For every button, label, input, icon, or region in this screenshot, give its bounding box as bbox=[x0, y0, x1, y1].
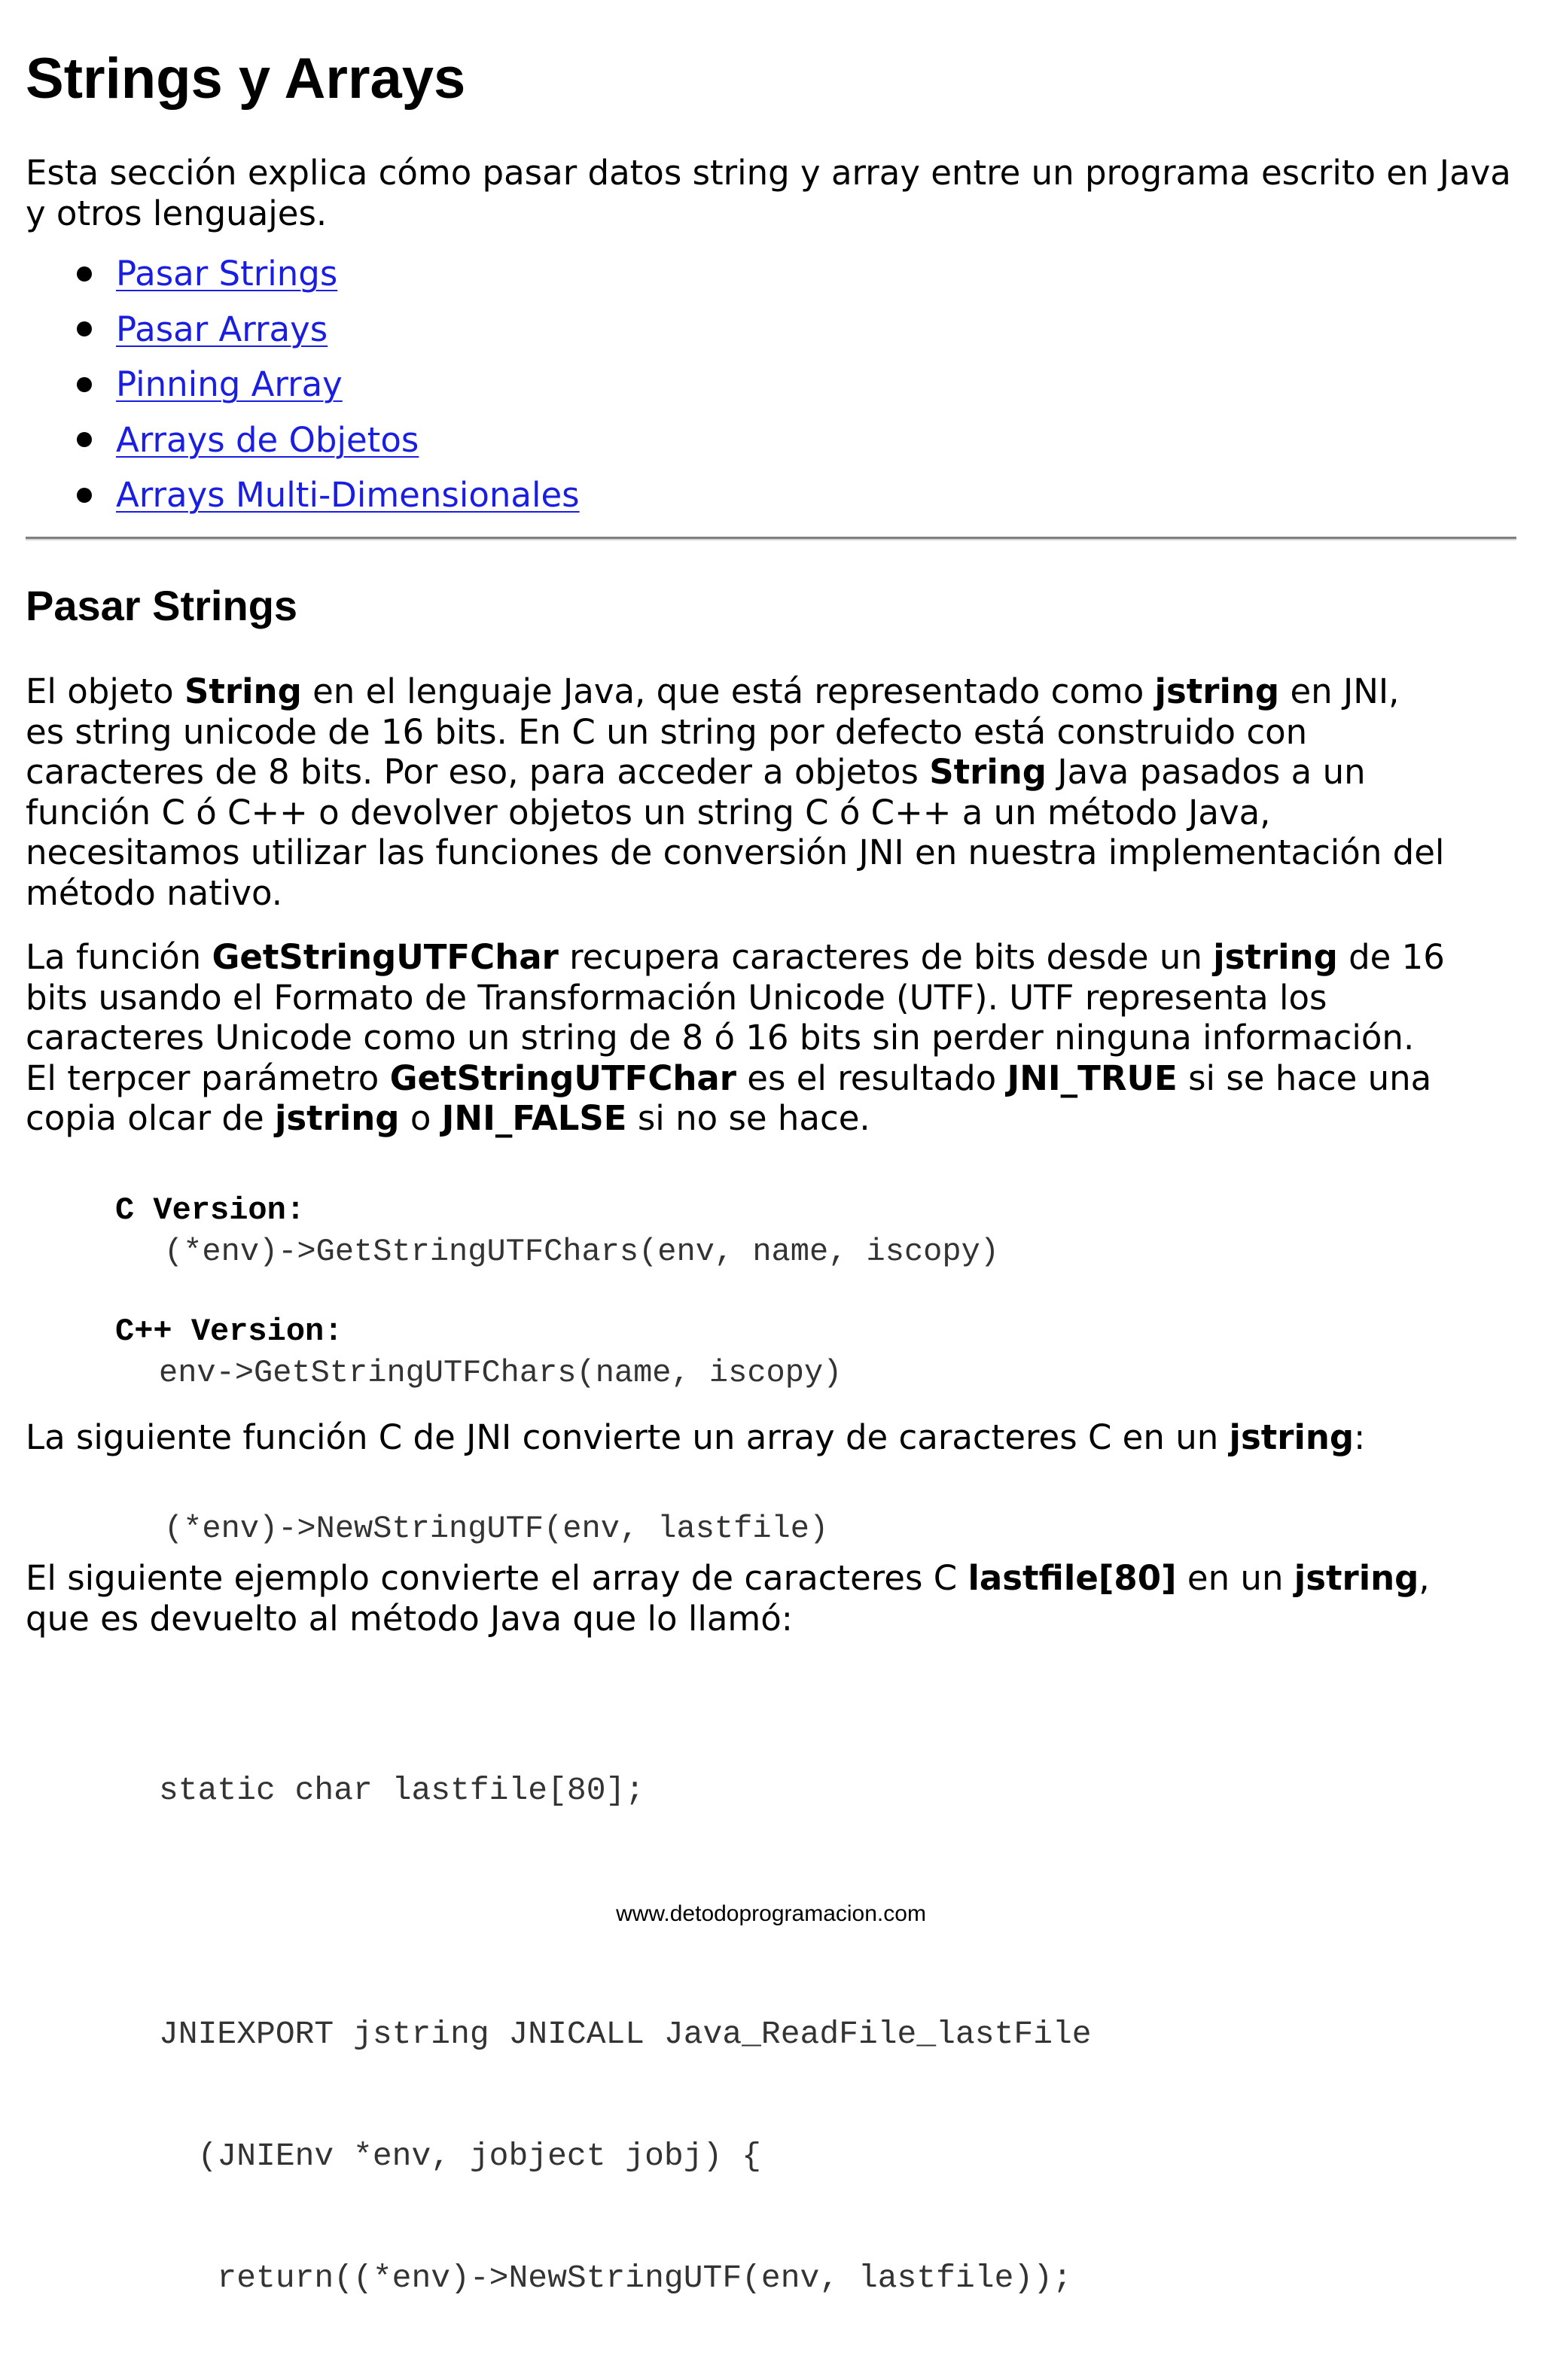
text-run: El terpcer parámetro bbox=[26, 1058, 390, 1098]
intro-text: Esta sección explica cómo pasar datos string y array entre un programa escrito en Java y otros lenguajes. bbox=[26, 153, 1511, 233]
text-run: si no se hace. bbox=[626, 1098, 870, 1138]
page-title: Strings y Arrays bbox=[26, 47, 466, 111]
bold-term: jstring bbox=[1229, 1417, 1355, 1457]
link-pasar-strings[interactable]: Pasar Strings bbox=[116, 254, 338, 294]
text-run: La siguiente función C de JNI convierte un array de caracteres C en un bbox=[26, 1417, 1230, 1457]
text-run: El objeto bbox=[26, 671, 185, 711]
toc-item bbox=[26, 246, 580, 302]
bold-term: lastfile[80] bbox=[968, 1558, 1177, 1598]
link-arrays-multidimensionales[interactable]: Arrays Multi-Dimensionales bbox=[116, 475, 580, 516]
text-run: caracteres de 8 bits. Por eso, para acceder a objetos bbox=[26, 752, 930, 792]
example-code-block bbox=[159, 1689, 1092, 2380]
bold-term: jstring bbox=[1154, 671, 1280, 711]
text-run: de 16 bbox=[1337, 937, 1445, 977]
text-run: o bbox=[399, 1098, 442, 1138]
text-run: función C ó C++ o devolver objetos un string C ó C++ a un método Java, bbox=[26, 792, 1271, 832]
text-run: en el lenguaje Java, que está representado como bbox=[301, 671, 1155, 711]
bullet-icon bbox=[77, 321, 92, 336]
bold-term: jstring bbox=[1213, 937, 1338, 977]
text-run: recupera caracteres de bits desde un bbox=[558, 937, 1214, 977]
bold-term: jstring bbox=[1294, 1558, 1419, 1598]
footer-url: www.detodoprogramacion.com bbox=[616, 1901, 926, 1926]
code-line: return((*env)->NewStringUTF(env, lastfile)); bbox=[159, 2260, 1072, 2296]
paragraph-example bbox=[26, 1558, 1516, 1639]
text-run: , bbox=[1419, 1558, 1430, 1598]
text-run: necesitamos utilizar las funciones de conversión JNI en nuestra implementación del bbox=[26, 832, 1445, 872]
bold-term: JNI_TRUE bbox=[1007, 1058, 1178, 1098]
text-run: La función bbox=[26, 937, 212, 977]
newstringutf-code: (*env)->NewStringUTF(env, lastfile) bbox=[164, 1511, 829, 1547]
bold-term: String bbox=[929, 752, 1047, 792]
bullet-icon bbox=[77, 432, 92, 447]
text-run: si se hace una bbox=[1177, 1058, 1432, 1098]
bullet-icon bbox=[77, 377, 92, 392]
text-run: en JNI, bbox=[1279, 671, 1400, 711]
text-run: en un bbox=[1176, 1558, 1294, 1598]
toc-item bbox=[26, 412, 580, 468]
cpp-version-code: env->GetStringUTFChars(name, iscopy) bbox=[159, 1355, 843, 1391]
toc-item bbox=[26, 467, 580, 523]
link-pasar-arrays[interactable]: Pasar Arrays bbox=[116, 309, 328, 349]
bold-term: JNI_FALSE bbox=[441, 1098, 627, 1138]
bold-term: jstring bbox=[274, 1098, 400, 1138]
text-run: : bbox=[1354, 1417, 1366, 1457]
bullet-icon bbox=[77, 488, 92, 503]
table-of-contents bbox=[26, 246, 580, 523]
c-version-label: C Version: bbox=[115, 1192, 306, 1228]
bold-term: GetStringUTFChar bbox=[389, 1058, 736, 1098]
text-run: bits usando el Formato de Transformación Unicode (UTF). UTF representa los bbox=[26, 977, 1327, 1018]
link-pinning-array[interactable]: Pinning Array bbox=[116, 364, 343, 405]
text-run: caracteres Unicode como un string de 8 ó 16 bits sin perder ninguna información. bbox=[26, 1018, 1415, 1058]
paragraph-string-object bbox=[26, 671, 1516, 913]
code-line: static char lastfile[80]; bbox=[159, 1772, 645, 1809]
text-run: El siguiente ejemplo convierte el array de caracteres C bbox=[26, 1558, 968, 1598]
section-heading: Pasar Strings bbox=[26, 582, 298, 629]
c-version-code: (*env)->GetStringUTFChars(env, name, iscopy) bbox=[164, 1234, 999, 1270]
text-run: es el resultado bbox=[736, 1058, 1007, 1098]
code-line: (JNIEnv *env, jobject jobj) { bbox=[159, 2138, 761, 2175]
bold-term: String bbox=[184, 671, 302, 711]
toc-item bbox=[26, 357, 580, 412]
bullet-icon bbox=[77, 266, 92, 282]
bold-term: GetStringUTFChar bbox=[212, 937, 559, 977]
cpp-version-label: C++ Version: bbox=[115, 1313, 343, 1350]
text-run: Java pasados a un bbox=[1047, 752, 1366, 792]
text-run: es string unicode de 16 bits. En C un string por defecto está construido con bbox=[26, 711, 1308, 752]
text-run: método nativo. bbox=[26, 872, 283, 913]
link-arrays-de-objetos[interactable]: Arrays de Objetos bbox=[116, 419, 419, 460]
horizontal-divider bbox=[26, 537, 1516, 540]
intro-paragraph bbox=[26, 153, 1516, 233]
toc-item bbox=[26, 302, 580, 358]
paragraph-getstringutfchar bbox=[26, 937, 1516, 1139]
text-run: copia olcar de bbox=[26, 1098, 275, 1138]
paragraph-newstringutf bbox=[26, 1417, 1516, 1458]
text-run: que es devuelto al método Java que lo llamó: bbox=[26, 1598, 793, 1639]
code-line: JNIEXPORT jstring JNICALL Java_ReadFile_lastFile bbox=[159, 2016, 1092, 2053]
